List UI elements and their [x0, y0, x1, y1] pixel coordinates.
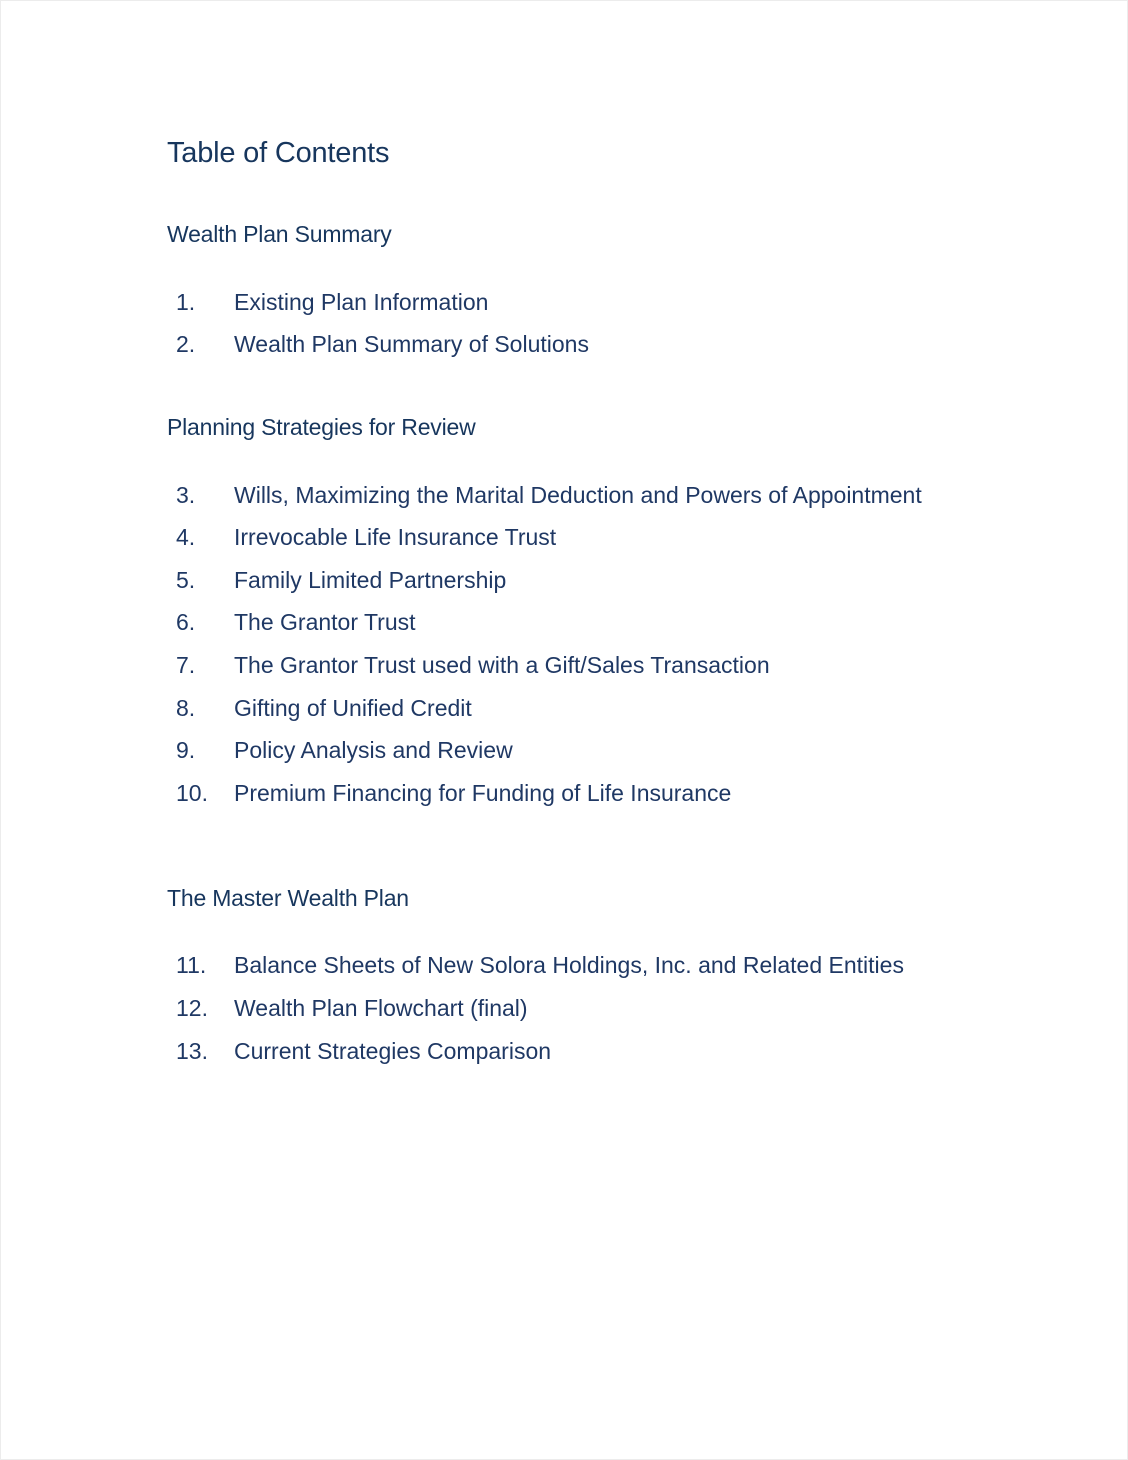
toc-entry-number: 11. [176, 952, 207, 978]
toc-entry[interactable] [1, 949, 1128, 981]
toc-entry-number: 12. [176, 995, 208, 1021]
toc-entry[interactable] [1, 1035, 1128, 1067]
toc-entry-text: Policy Analysis and Review [234, 737, 513, 763]
toc-entry-text: The Grantor Trust used with a Gift/Sales Transaction [234, 652, 770, 678]
toc-entry-number: 3. [176, 482, 196, 508]
toc-entry-text: Wealth Plan Summary of Solutions [234, 331, 589, 357]
toc-entry-text: The Grantor Trust [234, 609, 416, 635]
toc-entry[interactable] [1, 992, 1128, 1024]
toc-entry[interactable] [1, 479, 1128, 511]
toc-entry[interactable] [1, 521, 1128, 553]
toc-entry-number: 7. [176, 652, 196, 678]
toc-entry[interactable] [1, 649, 1128, 681]
toc-entry-text: Balance Sheets of New Solora Holdings, Inc. and Related Entities [234, 952, 904, 978]
toc-entry-number: 10. [176, 780, 208, 806]
toc-entry-text: Wealth Plan Flowchart (final) [234, 995, 528, 1021]
toc-entry[interactable] [1, 564, 1128, 596]
section-heading-master-wealth-plan: The Master Wealth Plan [167, 885, 409, 911]
toc-entry[interactable] [1, 328, 1128, 360]
toc-entry-number: 8. [176, 695, 196, 721]
toc-entry-number: 13. [176, 1038, 208, 1064]
section-heading-planning-strategies: Planning Strategies for Review [167, 414, 476, 440]
toc-entry[interactable] [1, 606, 1128, 638]
toc-entry-number: 4. [176, 524, 196, 550]
toc-entry[interactable] [1, 692, 1128, 724]
page-title: Table of Contents [167, 137, 390, 169]
toc-entry-number: 9. [176, 737, 196, 763]
toc-entry[interactable] [1, 734, 1128, 766]
toc-entry-text: Wills, Maximizing the Marital Deduction and Powers of Appointment [234, 482, 922, 508]
section-heading-wealth-plan-summary: Wealth Plan Summary [167, 221, 392, 247]
toc-entry[interactable] [1, 286, 1128, 318]
toc-entry-text: Irrevocable Life Insurance Trust [234, 524, 557, 550]
toc-entry-number: 6. [176, 609, 196, 635]
toc-entry-text: Current Strategies Comparison [234, 1038, 552, 1064]
toc-entry-number: 1. [176, 289, 196, 315]
toc-entry[interactable] [1, 777, 1128, 809]
toc-entry-text: Existing Plan Information [234, 289, 489, 315]
toc-entry-text: Gifting of Unified Credit [234, 695, 472, 721]
toc-entry-text: Premium Financing for Funding of Life Insurance [234, 780, 732, 806]
toc-entry-number: 2. [176, 331, 196, 357]
toc-entry-number: 5. [176, 567, 196, 593]
toc-entry-text: Family Limited Partnership [234, 567, 507, 593]
